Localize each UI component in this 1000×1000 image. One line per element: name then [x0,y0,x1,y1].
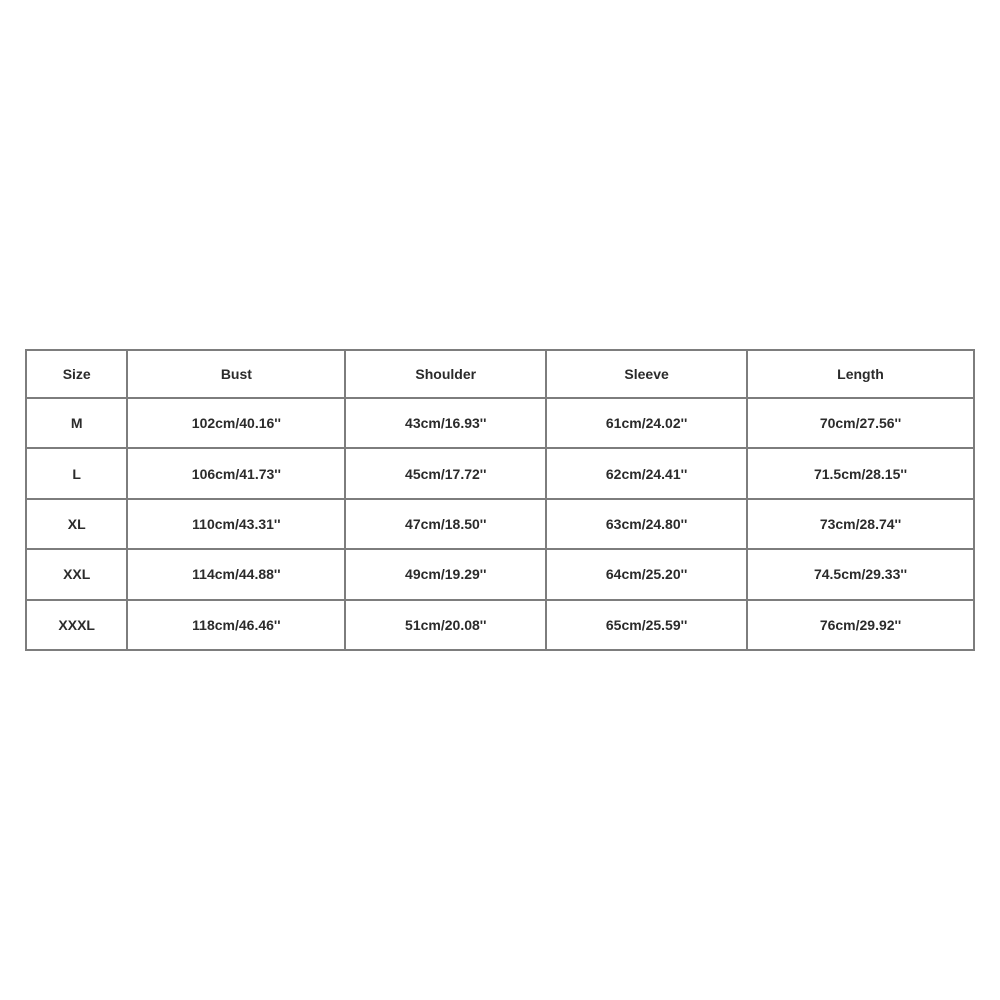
cell-sleeve: 65cm/25.59'' [546,600,747,650]
cell-bust: 114cm/44.88'' [127,549,345,599]
table-row [26,600,974,650]
cell-size: XL [26,499,127,549]
header-shoulder: Shoulder [345,350,546,398]
cell-bust: 118cm/46.46'' [127,600,345,650]
cell-sleeve: 62cm/24.41'' [546,448,747,498]
cell-shoulder: 51cm/20.08'' [345,600,546,650]
cell-sleeve: 61cm/24.02'' [546,398,747,448]
cell-length: 71.5cm/28.15'' [747,448,974,498]
table-header-row [26,350,974,398]
cell-bust: 106cm/41.73'' [127,448,345,498]
cell-shoulder: 49cm/19.29'' [345,549,546,599]
cell-sleeve: 63cm/24.80'' [546,499,747,549]
cell-size: L [26,448,127,498]
cell-length: 76cm/29.92'' [747,600,974,650]
table-row [26,398,974,448]
cell-bust: 102cm/40.16'' [127,398,345,448]
cell-size: XXL [26,549,127,599]
cell-shoulder: 45cm/17.72'' [345,448,546,498]
cell-bust: 110cm/43.31'' [127,499,345,549]
cell-shoulder: 43cm/16.93'' [345,398,546,448]
cell-sleeve: 64cm/25.20'' [546,549,747,599]
cell-size: XXXL [26,600,127,650]
cell-length: 70cm/27.56'' [747,398,974,448]
cell-size: M [26,398,127,448]
cell-length: 74.5cm/29.33'' [747,549,974,599]
header-bust: Bust [127,350,345,398]
header-sleeve: Sleeve [546,350,747,398]
cell-shoulder: 47cm/18.50'' [345,499,546,549]
table-row [26,499,974,549]
header-length: Length [747,350,974,398]
size-chart-table [25,349,975,651]
table-row [26,549,974,599]
header-size: Size [26,350,127,398]
table-row [26,448,974,498]
cell-length: 73cm/28.74'' [747,499,974,549]
